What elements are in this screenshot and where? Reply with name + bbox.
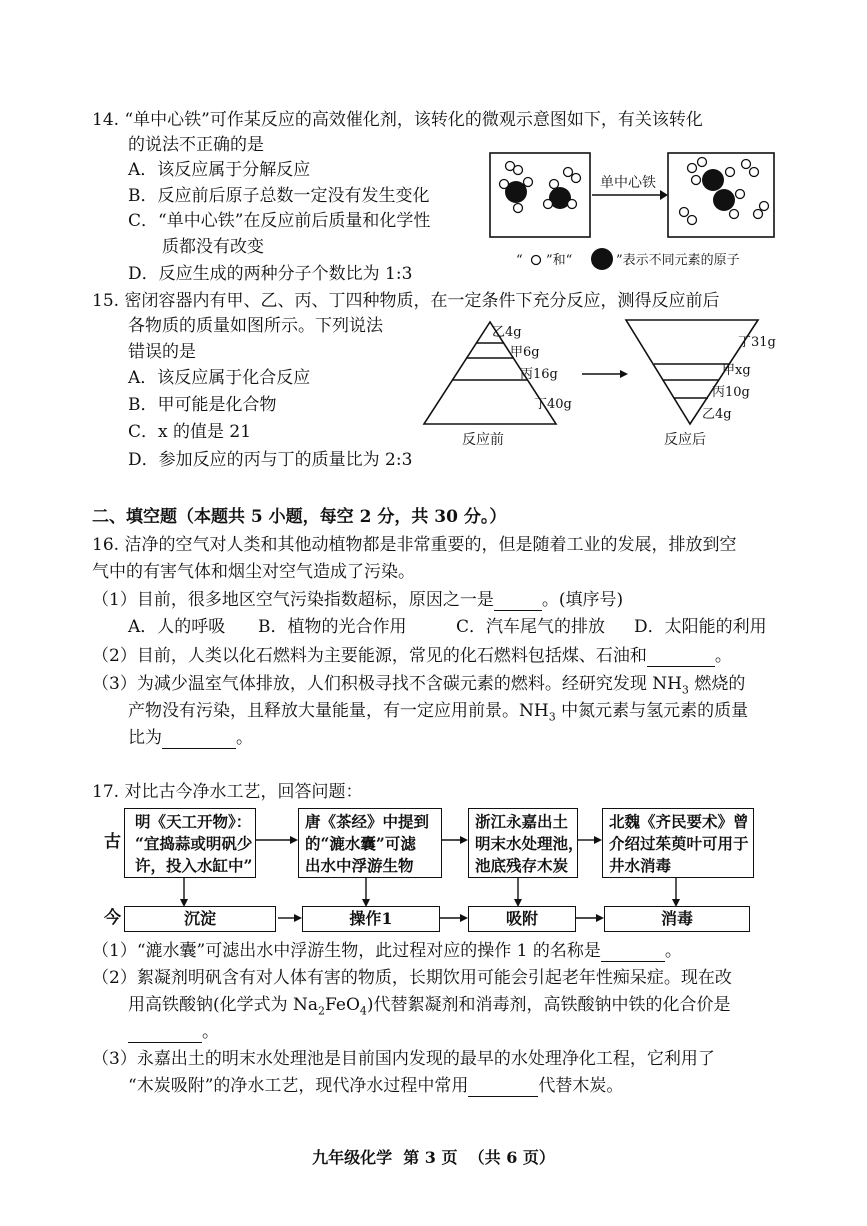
q17-part2-blank[interactable] bbox=[128, 1022, 202, 1043]
q16-part3-tail: 燃烧的 bbox=[688, 674, 746, 694]
q17-part1 bbox=[92, 941, 682, 962]
q14-option-b: B．反应前后原子总数一定没有发生变化 bbox=[128, 186, 430, 206]
q17-box2-line1: 唐《茶经》中提到 bbox=[305, 812, 430, 831]
q16-part3-line1 bbox=[92, 674, 745, 697]
q17-part2-end: 。 bbox=[202, 1022, 219, 1042]
q16-part1 bbox=[92, 590, 623, 611]
q17-jin-label: 今 bbox=[104, 908, 121, 928]
q17-box1-line1: 明《天工开物》： bbox=[135, 812, 252, 831]
q15-stem-line3: 错误的是 bbox=[128, 342, 196, 362]
q15-option-c: C．x 的值是 21 bbox=[128, 422, 252, 442]
q17-part2-sub1: 2 bbox=[318, 1004, 326, 1018]
q17-step-adsorption: 吸附 bbox=[468, 906, 576, 932]
section2-title: 二、填空题（本题共 5 小题，每空 2 分，共 30 分。） bbox=[92, 507, 507, 527]
q16-part3-blank[interactable] bbox=[162, 728, 236, 749]
q17-part3-line1: （3）永嘉出土的明末水处理池是目前国内发现的最早的水处理净化工程，它利用了 bbox=[92, 1049, 715, 1069]
q16-part2 bbox=[92, 646, 732, 667]
q17-part1-text: （1）“漉水囊”可滤出水中浮游生物，此过程对应的操作 1 的名称是 bbox=[92, 941, 601, 961]
q15-mass-diagram bbox=[420, 312, 790, 452]
q17-part2-line1: （2）絮凝剂明矾含有对人体有害的物质，长期饮用可能会引起老年性痴呆症。现在改 bbox=[92, 968, 732, 988]
q15-after-label-bing: 丙10g bbox=[712, 385, 750, 400]
q17-box4-line3: 井水消毒 bbox=[609, 856, 672, 875]
q15-before-label-jia: 甲6g bbox=[510, 345, 540, 360]
q15-option-b: B．甲可能是化合物 bbox=[128, 395, 277, 415]
q15-before-label-bing: 丙16g bbox=[520, 367, 558, 382]
black-atom-icon bbox=[591, 248, 613, 270]
q17-box4-line2: 介绍过茱萸叶可用于 bbox=[609, 834, 749, 853]
q15-after-label-jia: 甲xg bbox=[722, 363, 751, 378]
q15-option-a: A．该反应属于化合反应 bbox=[128, 368, 311, 388]
q17-part1-tail: 。 bbox=[664, 941, 682, 961]
q16-part3-line2-tail: 中氮元素与氢元素的质量 bbox=[555, 701, 749, 721]
q15-before-label-ding: 丁40g bbox=[534, 397, 572, 412]
q17-box3-line1: 浙江永嘉出土 bbox=[475, 812, 569, 831]
q14-legend-mid: ”和“ bbox=[546, 253, 573, 268]
q17-box2-line2: 的“漉水囊”可滤 bbox=[305, 834, 416, 853]
q16-stem-line1: 16. 洁净的空气对人类和其他动植物都是非常重要的，但是随着工业的发展，排放到空 bbox=[92, 535, 737, 555]
q14-legend-open: “ bbox=[516, 253, 523, 268]
q16-part3-line3 bbox=[128, 728, 253, 749]
q17-part3-text: “木炭吸附”的净水工艺，现代净水过程中常用 bbox=[128, 1076, 469, 1096]
q14-stem-line1: 14. “单中心铁”可作某反应的高效催化剂，该转化的微观示意图如下，有关该转化 bbox=[92, 110, 703, 130]
q17-part3-line2 bbox=[128, 1076, 623, 1097]
q15-after-label-ding: 丁31g bbox=[738, 335, 776, 350]
q17-ancient-box-2 bbox=[298, 808, 442, 878]
q17-part1-blank[interactable] bbox=[601, 941, 665, 962]
q14-legend-tail: ”表示不同元素的原子 bbox=[616, 253, 740, 268]
q14-option-d: D．反应生成的两种分子个数比为 1:3 bbox=[128, 264, 413, 284]
q15-option-d: D．参加反应的丙与丁的质量比为 2:3 bbox=[128, 450, 413, 470]
q15-before-pyramid bbox=[424, 322, 572, 448]
q17-box4-line1: 北魏《齐民要术》曾 bbox=[609, 812, 749, 831]
q16-opt-a: A．人的呼吸 bbox=[128, 617, 226, 637]
q17-part2-line2 bbox=[128, 995, 731, 1018]
q16-part2-blank[interactable] bbox=[647, 646, 715, 667]
q14-option-a: A．该反应属于分解反应 bbox=[128, 160, 311, 180]
q17-part2-mid: FeO bbox=[325, 995, 360, 1015]
q14-option-c-line1: C．“单中心铁”在反应前后质量和化学性 bbox=[128, 211, 431, 231]
q17-box1-line2: “宜捣蒜或明矾少 bbox=[135, 834, 253, 853]
q15-stem-line2: 各物质的质量如图所示。下列说法 bbox=[128, 316, 383, 336]
q17-gu-label: 古 bbox=[104, 832, 121, 852]
q15-before-caption: 反应前 bbox=[462, 432, 504, 448]
q17-step-disinfection: 消毒 bbox=[604, 906, 750, 932]
q14-option-c-line2: 质都没有改变 bbox=[162, 237, 264, 257]
q15-before-label-yi: 乙4g bbox=[492, 325, 522, 340]
q14-micro-diagram bbox=[488, 150, 778, 275]
q17-ancient-box-3 bbox=[468, 808, 584, 878]
q17-part2-tail: )代替絮凝剂和消毒剂，高铁酸钠中铁的化合价是 bbox=[366, 995, 731, 1015]
q16-part3-line2-sub: 3 bbox=[548, 710, 556, 724]
q14-stem-line2: 的说法不正确的是 bbox=[128, 135, 264, 155]
q16-part3-sub: 3 bbox=[681, 683, 689, 697]
q16-opt-d: D．太阳能的利用 bbox=[634, 617, 767, 637]
q16-part3-text: （3）为减少温室气体排放，人们积极寻找不含碳元素的燃料。经研究发现 NH bbox=[92, 674, 682, 694]
q17-part2-sub2: 4 bbox=[359, 1004, 367, 1018]
q17-ancient-box-4 bbox=[602, 808, 754, 878]
page-footer: 九年级化学 第 3 页 （共 6 页） bbox=[312, 1148, 555, 1167]
q16-part1-text: （1）目前，很多地区空气污染指数超标，原因之一是 bbox=[92, 590, 494, 610]
q17-part3-tail: 代替木炭。 bbox=[538, 1076, 624, 1096]
q16-opt-b: B．植物的光合作用 bbox=[258, 617, 407, 637]
q15-stem-line1: 15. 密闭容器内有甲、乙、丙、丁四种物质，在一定条件下充分反应，测得反应前后 bbox=[92, 291, 720, 311]
q17-ancient-box-1 bbox=[124, 808, 256, 878]
q16-part2-text: （2）目前，人类以化石燃料为主要能源，常见的化石燃料包括煤、石油和 bbox=[92, 646, 647, 666]
q16-stem-line2: 气中的有害气体和烟尘对空气造成了污染。 bbox=[92, 562, 415, 582]
q16-part3-line2 bbox=[128, 701, 748, 724]
q15-after-label-yi: 乙4g bbox=[702, 407, 732, 422]
q16-part3-line2-text: 产物没有污染，且释放大量能量，有一定应用前景。NH bbox=[128, 701, 549, 721]
white-atom-icon bbox=[532, 256, 541, 265]
q17-stem: 17. 对比古今净水工艺，回答问题： bbox=[92, 782, 363, 802]
q16-part3-line3-text: 比为 bbox=[128, 728, 162, 748]
q17-part2-line3 bbox=[128, 1022, 219, 1043]
q17-box3-line2: 明末水处理池， bbox=[475, 834, 584, 853]
q16-part3-line3-tail: 。 bbox=[236, 728, 253, 748]
q17-box3-line3: 池底残存木炭 bbox=[475, 856, 569, 875]
q16-part1-tail: 。(填序号) bbox=[541, 590, 624, 610]
q17-part3-blank[interactable] bbox=[468, 1076, 538, 1097]
q14-arrow-label: 单中心铁 bbox=[600, 175, 656, 191]
q15-after-pyramid bbox=[626, 320, 776, 448]
q17-box2-line3: 出水中浮游生物 bbox=[305, 856, 414, 875]
q16-opt-c: C．汽车尾气的排放 bbox=[456, 617, 606, 637]
q15-after-caption: 反应后 bbox=[664, 432, 706, 448]
q17-part2-text: 用高铁酸钠(化学式为 Na bbox=[128, 995, 319, 1015]
q16-part1-blank[interactable] bbox=[494, 590, 542, 611]
q16-part2-tail: 。 bbox=[714, 646, 732, 666]
q17-step-operation1: 操作1 bbox=[302, 906, 440, 932]
q17-step-sedimentation: 沉淀 bbox=[124, 906, 276, 932]
q17-box1-line3: 许，投入水缸中” bbox=[135, 856, 253, 875]
